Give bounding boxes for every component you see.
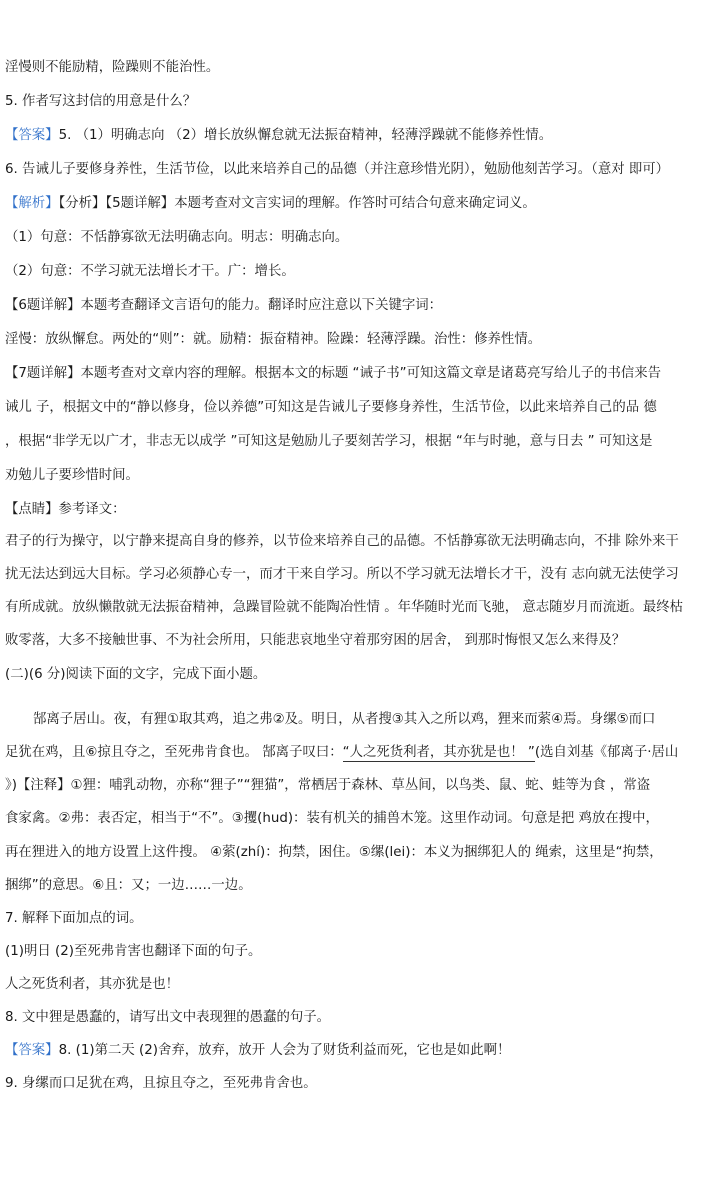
answer-tag: 【答案】 <box>5 1043 59 1058</box>
answer-6: 6. 告诫儿子要修身养性，生活节俭，以此来培养自己的品德（并注意珍惜光阴），勉励他刻苦学习。（意对 即可） <box>5 162 670 177</box>
note-line: 再在狸进入的地方设置上这件搜。 ④萦(zhí)：拘禁，困住。⑤缧(lei)：本义为捆绑犯人的 绳索，这里是“拘禁， <box>5 845 663 860</box>
question-5: 5. 作者写这封信的用意是什么？ <box>5 94 197 109</box>
answer-tag: 【答案】 <box>5 128 59 143</box>
text-line: （1）句意：不恬静寡欲无法明确志向。明志：明确志向。 <box>5 230 349 245</box>
note-line: 》)【注释】①狸：哺乳动物，亦称“狸子”“狸猫”，常栖居于森林、草丛间，以鸟类、鼠、蛇、蛙等为食 ，常盗 <box>5 778 651 793</box>
text-line: (1)明日 (2)至死弗肯害也翻译下面的句子。 <box>5 944 262 959</box>
passage-line: 郜离子居山。夜，有狸①取其鸡，追之弗②及。明日，从者搜③其入之所以鸡，狸来而萦④焉。身缧⑤而口 <box>33 712 656 727</box>
translation-line: 败零落，大多不接触世事、不为社会所用，只能悲哀地坐守着那穷困的居舍， 到那时悔恨又怎么来得及？ <box>5 633 626 648</box>
text-line: ，根据“非学无以广才，非志无以成学 ”可知这是勉励儿子要刻苦学习，根据 “年与时驰，意与日去 ” 可知这是 <box>5 434 653 449</box>
translation-line: 有所成就。放纵懒散就无法振奋精神，急躁冒险就不能陶冶性情 。年华随时光而飞驰， 意志随岁月而流逝。最终枯 <box>5 600 684 615</box>
passage-text: 足犹在鸡，且⑥掠且夺之，至死弗肯食也。 郜离子叹曰： <box>5 745 343 760</box>
note-line: 捆绑”的意思。⑥且：又；一边……一边。 <box>5 878 252 893</box>
analysis-line <box>5 194 714 214</box>
page-bottom-margin <box>0 1100 720 1184</box>
passage-line <box>5 743 714 763</box>
answer-8 <box>5 1041 714 1061</box>
text-line: 【点睛】参考译文： <box>5 502 126 517</box>
translation-line: 扰无法达到远大目标。学习必须静心专一，而才干来自学习。所以不学习就无法增长才干，没有 志向就无法使学习 <box>5 567 679 582</box>
answer-text: 5. （1）明确志向 （2）增长放纵懈怠就无法振奋精神，轻薄浮躁就不能修养性情。 <box>58 128 553 143</box>
answer-5 <box>5 126 714 146</box>
question-8: 8. 文中狸是愚蠢的，请写出文中表现狸的愚蠢的句子。 <box>5 1010 331 1025</box>
analysis-text: 【分析】【5题详解】本题考查对文言实词的理解。作答时可结合句意来确定词义。 <box>58 196 536 211</box>
question-9: 9. 身缧而口足犹在鸡，且掠且夺之，至死弗肯舍也。 <box>5 1076 317 1091</box>
text-line: 人之死货利者，其亦犹是也！ <box>5 977 180 992</box>
analysis-tag: 【解析】 <box>5 196 59 211</box>
text-line: 淫慢：放纵懈怠。两处的“则”：就。励精：振奋精神。险躁：轻薄浮躁。治性：修养性情。 <box>5 332 542 347</box>
text-line: 【7题详解】本题考查对文章内容的理解。根据本文的标题 “诫子书”可知这篇文章是诸葛亮写给儿子的书信来告 <box>5 366 662 381</box>
question-7: 7. 解释下面加点的词。 <box>5 911 143 926</box>
underlined-sentence: “人之死货利者，其亦犹是也！ ” <box>342 745 535 760</box>
translation-line: 君子的行为操守，以宁静来提高自身的修养，以节俭来培养自己的品德。不恬静寡欲无法明确志向，不排 除外来干 <box>5 534 679 549</box>
text-line: 诫儿 子，根据文中的“静以修身，俭以养德”可知这是告诫儿子要修身养性，生活节俭，以此来培养自己的品 德 <box>5 400 657 415</box>
passage-source: (选自刘基《郁离子·居山 <box>534 745 679 760</box>
section-heading: (二)(6 分)阅读下面的文字，完成下面小题。 <box>5 667 267 682</box>
text-line: （2）句意：不学习就无法增长才干。广：增长。 <box>5 264 295 279</box>
text-line: 【6题详解】本题考查翻译文言语句的能力。翻译时应注意以下关键字词： <box>5 298 443 313</box>
text-line: 淫慢则不能励精，险躁则不能治性。 <box>5 60 220 75</box>
answer-text: 8. (1)第二天 (2)舍弃，放弃，放开 人会为了财货利益而死，它也是如此啊！ <box>58 1043 511 1058</box>
text-line: 劝勉儿子要珍惜时间。 <box>5 468 139 483</box>
note-line: 食家禽。②弗：表否定，相当于“不”。③攫(hud)：装有机关的捕兽木笼。这里作动词。句意是把 鸡放在搜中， <box>5 811 659 826</box>
